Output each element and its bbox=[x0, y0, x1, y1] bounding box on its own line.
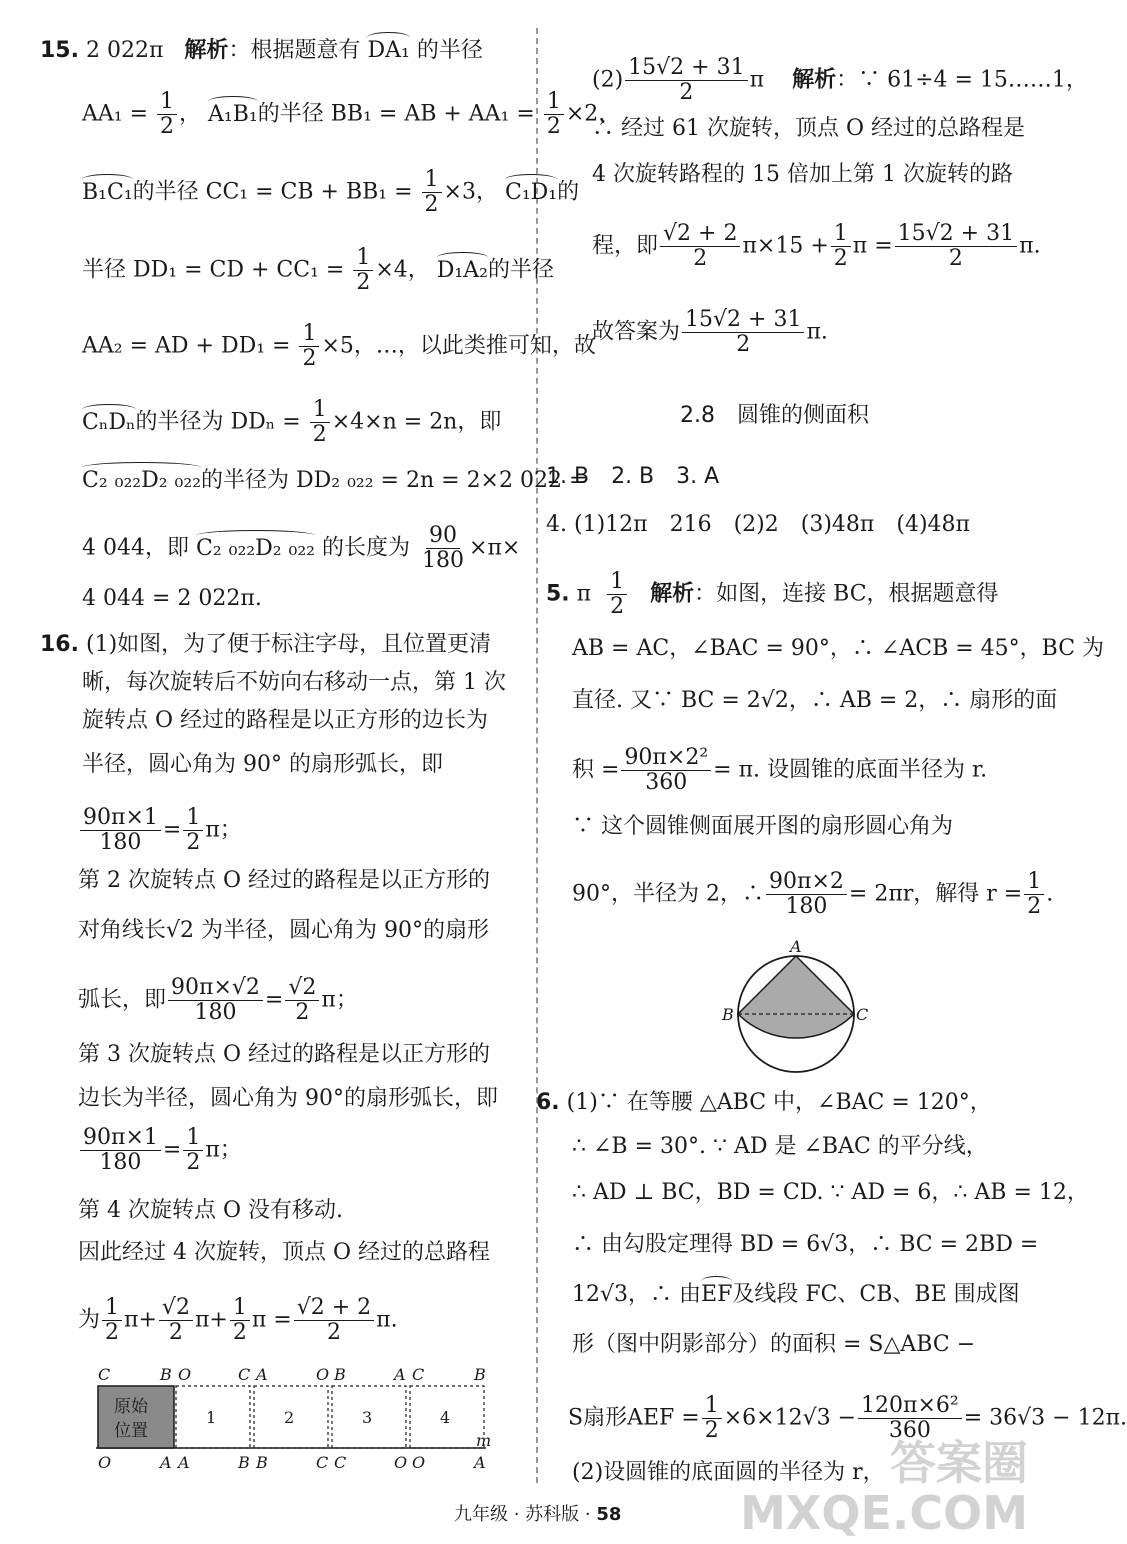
cell-label: 2 bbox=[284, 1408, 295, 1427]
start-label-1: 原始 bbox=[114, 1397, 148, 1417]
fraction: $\frac{15√2 + 31}{2}$ bbox=[895, 222, 1017, 271]
vertex-label-bottom: O bbox=[98, 1453, 112, 1472]
vertex-label-top: O bbox=[178, 1365, 192, 1384]
arc-c1d1: C₁D₁ bbox=[505, 178, 557, 208]
arc-ef: EF bbox=[701, 1280, 732, 1310]
cell-label: 4 bbox=[440, 1408, 451, 1427]
arc-cndn: CₙDₙ bbox=[82, 408, 136, 438]
answer: 2 022π bbox=[85, 38, 164, 63]
vertex-label-top: C bbox=[238, 1365, 251, 1384]
vertex-label-bottom: B bbox=[238, 1453, 250, 1472]
vertex-label-bottom: O bbox=[412, 1453, 426, 1472]
fraction: $\frac{1}{2}$ bbox=[831, 222, 851, 271]
arc-b1c1: B₁C₁ bbox=[82, 178, 133, 208]
vertex-label-top: O bbox=[316, 1365, 330, 1384]
fraction: $\frac{1}{2}$ bbox=[183, 1126, 203, 1175]
sector-figure bbox=[716, 932, 876, 1072]
fraction: $\frac{90\pi\times√2}{180}$ bbox=[168, 976, 263, 1025]
vertex-label-top: A bbox=[256, 1365, 268, 1384]
vertex-label-top: B bbox=[334, 1365, 346, 1384]
fraction: $\frac{1}{2}$ bbox=[102, 1296, 122, 1345]
fraction: $\frac{1}{2}$ bbox=[1024, 870, 1044, 919]
watermark: 答案圈 MXQE.COM bbox=[740, 1436, 1028, 1540]
fraction: $\frac{1}{2}$ bbox=[607, 570, 627, 619]
fraction: $\frac{√2 + 2}{2}$ bbox=[660, 222, 740, 271]
fraction: $\frac{\text{90π×2²}}{360}$ bbox=[621, 746, 711, 795]
vertex-label-top: B bbox=[474, 1365, 486, 1384]
rotation-diagram bbox=[86, 1360, 506, 1480]
arc-a1b1: A₁B₁ bbox=[208, 100, 258, 130]
shaded-sector bbox=[738, 956, 854, 1038]
vertex-label-bottom: O bbox=[394, 1453, 408, 1472]
question-number: 6. bbox=[536, 1090, 560, 1115]
fraction: $\frac{90}{180}$ bbox=[422, 523, 465, 573]
fraction: $\frac{1}{2}$ bbox=[544, 90, 564, 139]
vertex-label-bottom: C bbox=[334, 1453, 347, 1472]
cell-label: 3 bbox=[362, 1408, 373, 1427]
vertex-label-top: B bbox=[160, 1365, 172, 1384]
point-c: C bbox=[856, 1005, 869, 1024]
vertex-label-bottom: A bbox=[474, 1453, 486, 1472]
analysis-label: 解析 bbox=[650, 581, 695, 607]
arc-c2022: C₂ ₀₂₂D₂ ₀₂₂ bbox=[196, 534, 315, 564]
fraction: $\frac{90\pi\times 2}{180}$ bbox=[766, 870, 847, 919]
fraction: $\frac{1}{2}$ bbox=[230, 1296, 250, 1345]
fraction: $\frac{1}{2}$ bbox=[353, 246, 373, 295]
point-b: B bbox=[722, 1005, 734, 1024]
footer-text: 九年级 · 苏科版 · bbox=[454, 1504, 591, 1525]
analysis-label: 解析 bbox=[184, 38, 229, 63]
vertex-label-top: C bbox=[412, 1365, 425, 1384]
vertex-label-top: C bbox=[98, 1365, 111, 1384]
start-label-2: 位置 bbox=[114, 1421, 148, 1441]
axis-label: m bbox=[476, 1431, 492, 1450]
fraction: $\frac{90\pi\times 1}{180}$ bbox=[80, 806, 161, 855]
fraction: $\frac{1}{2}$ bbox=[299, 322, 319, 371]
fraction: $\frac{√2}{2}$ bbox=[159, 1296, 193, 1345]
section-title: 2.8 圆锥的侧面积 bbox=[680, 403, 869, 428]
page-footer bbox=[454, 1500, 621, 1526]
point-a: A bbox=[790, 937, 802, 956]
vertex-label-bottom: A bbox=[160, 1453, 172, 1472]
fraction: $\frac{15√2 + 31}{2}$ bbox=[682, 308, 804, 357]
question-number: 5. bbox=[546, 581, 570, 607]
arc-c2022: C₂ ₀₂₂D₂ ₀₂₂ bbox=[82, 466, 201, 496]
vertex-label-bottom: C bbox=[316, 1453, 329, 1472]
fraction: $\frac{90\pi\times 1}{180}$ bbox=[80, 1126, 161, 1175]
fraction: $\frac{1}{2}$ bbox=[157, 90, 177, 139]
analysis-label: 解析 bbox=[792, 67, 837, 93]
arc-da1: DA₁ bbox=[367, 36, 409, 66]
fraction: $\frac{1}{2}$ bbox=[310, 398, 330, 447]
vertex-label-bottom: B bbox=[256, 1453, 268, 1472]
fraction: $\frac{1}{2}$ bbox=[422, 168, 442, 217]
question-number: 15. bbox=[40, 38, 79, 63]
answers-line-2: 4. (1)12π 216 (2)2 (3)48π (4)48π bbox=[546, 512, 970, 537]
vertex-label-top: A bbox=[394, 1365, 406, 1384]
fraction: $\frac{15√2 + 31}{2}$ bbox=[625, 56, 747, 105]
vertex-label-bottom: A bbox=[178, 1453, 190, 1472]
answers-line-1: 1. B 2. B 3. A bbox=[546, 464, 720, 489]
page-number: 58 bbox=[596, 1504, 622, 1525]
fraction: $\frac{1}{2}$ bbox=[183, 806, 203, 855]
fraction: $\frac{√2}{2}$ bbox=[285, 976, 319, 1025]
arc-d1a2: D₁A₂ bbox=[437, 256, 488, 286]
fraction: $\frac{1}{2}$ bbox=[702, 1394, 722, 1443]
fraction: $\frac{\text{120π×6²}}{360}$ bbox=[858, 1394, 962, 1443]
question-number: 16. bbox=[40, 632, 79, 657]
q15-line-9: 4 044 = 2 022π. bbox=[82, 586, 262, 611]
cell-label: 1 bbox=[206, 1408, 217, 1427]
fraction: $\frac{√2 + 2}{2}$ bbox=[294, 1296, 374, 1345]
